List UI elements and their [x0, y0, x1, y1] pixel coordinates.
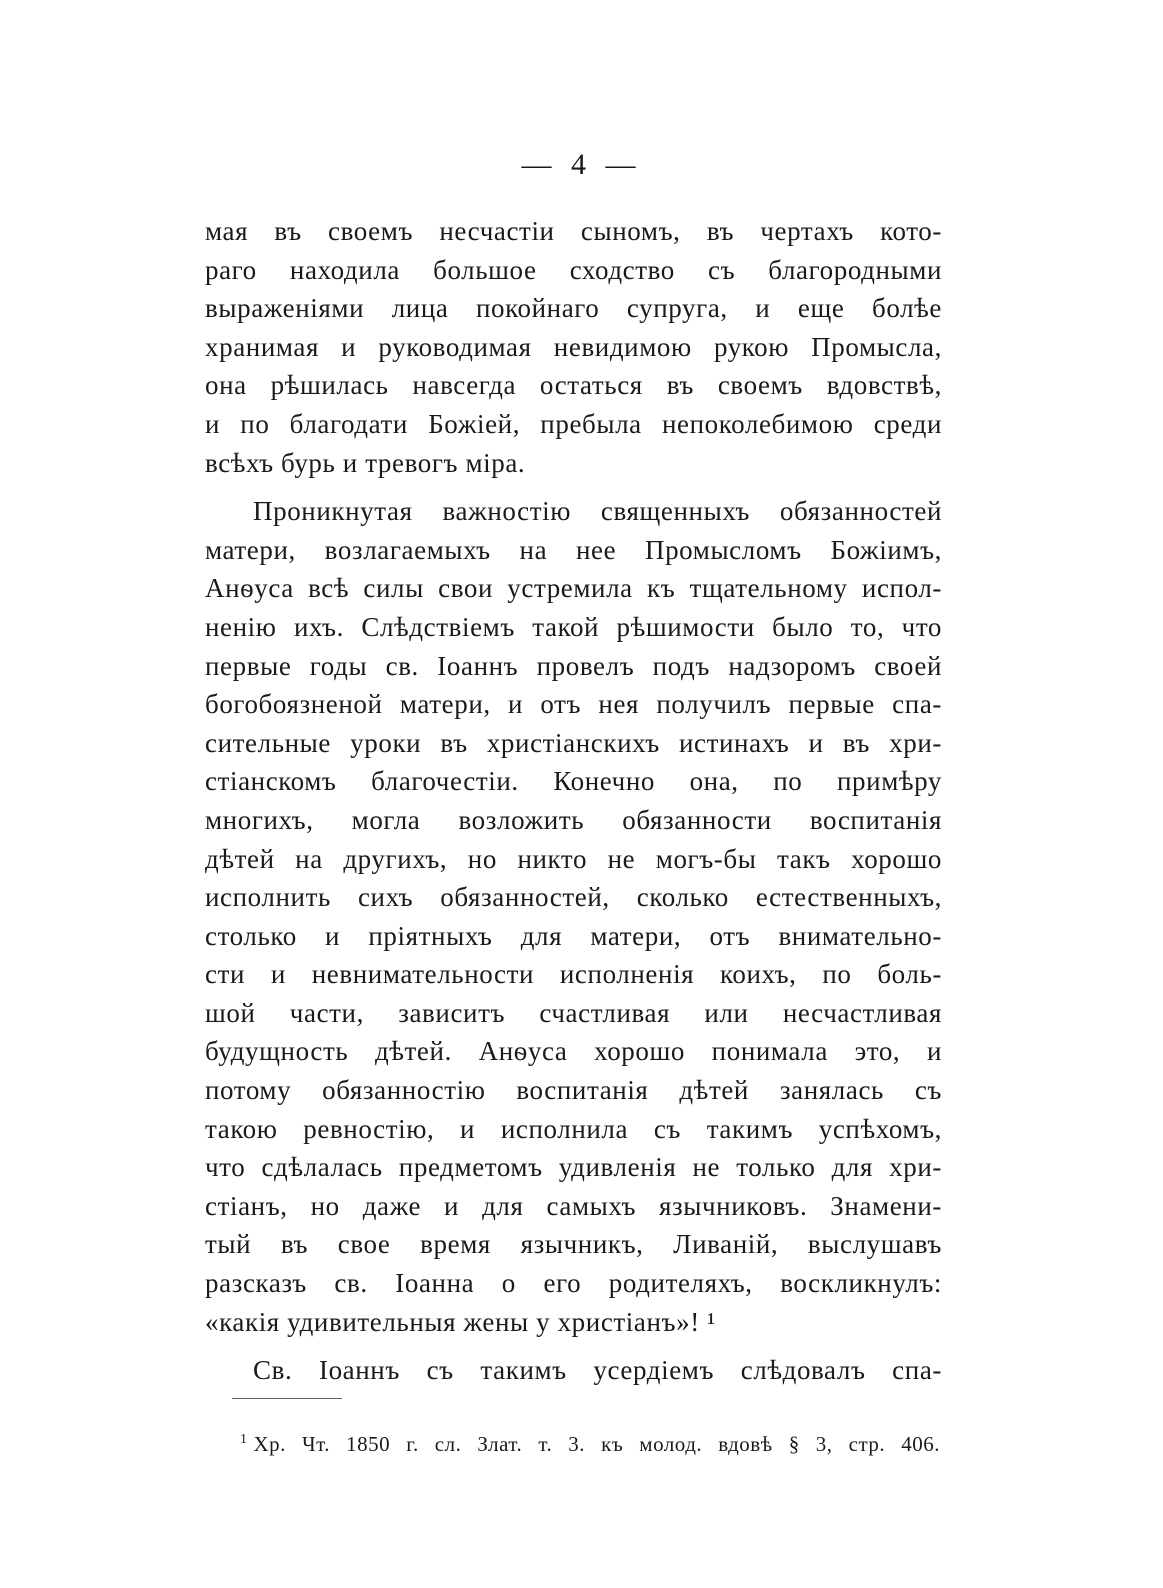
- text-line: стіанъ, но даже и для самыхъ язычниковъ. Знамени-: [205, 1190, 942, 1221]
- footnote-text: Хр. Чт. 1850 г. сл. Злат. т. 3. къ молод. вдовѣ § 3, стр. 406.: [253, 1432, 940, 1456]
- text-line: богобоязненой матери, и отъ нея получилъ первые спа-: [205, 689, 942, 720]
- text-line: стіанскомъ благочестіи. Конечно она, по примѣру: [205, 766, 942, 797]
- text-line: и по благодати Божіей, пребыла непоколебимою среди: [205, 408, 942, 439]
- text-line: всѣхъ бурь и тревогъ міра.: [205, 447, 526, 478]
- text-line: тый въ свое время язычникъ, Ливаній, выслушавъ: [205, 1229, 942, 1260]
- text-line: матери, возлагаемыхъ на нее Промысломъ Божіимъ,: [205, 534, 942, 565]
- body-text: [205, 212, 942, 1390]
- text-line: сти и невнимательности исполненія коихъ, по боль-: [205, 959, 942, 990]
- text-line: «какія удивительныя жены у христіанъ»! ¹: [205, 1306, 716, 1337]
- text-line: Анѳуса всѣ силы свои устремила къ тщательному испол-: [205, 573, 942, 604]
- text-line: она рѣшилась навсегда остаться въ своемъ вдовствѣ,: [205, 370, 942, 401]
- text-line: сительные уроки въ христіанскихъ истинахъ и въ хри-: [205, 727, 942, 758]
- text-line: разсказъ св. Іоанна о его родителяхъ, воскликнулъ:: [205, 1268, 942, 1299]
- paragraph: [205, 492, 942, 1341]
- footnote-marker: 1: [240, 1432, 248, 1447]
- text-line: потому обязанностію воспитанія дѣтей занялась съ: [205, 1075, 942, 1106]
- text-line: будущность дѣтей. Анѳуса хорошо понимала это, и: [205, 1036, 942, 1067]
- text-line: выраженіями лица покойнаго супруга, и еще болѣе: [205, 293, 942, 324]
- text-line: многихъ, могла возложить обязанности воспитанія: [205, 804, 942, 835]
- text-line: мая въ своемъ несчастіи сыномъ, въ чертахъ кото-: [205, 216, 942, 246]
- paragraph: [205, 1351, 942, 1390]
- text-line: ненію ихъ. Слѣдствіемъ такой рѣшимости было то, что: [205, 611, 942, 642]
- text-line: Проникнутая важностію священныхъ обязанностей: [253, 496, 942, 527]
- text-line: что сдѣлалась предметомъ удивленія не только для хри-: [205, 1152, 942, 1183]
- text-line: дѣтей на другихъ, но никто не могъ-бы такъ хорошо: [205, 843, 942, 874]
- paragraph: [205, 212, 942, 482]
- footnote-divider: [232, 1398, 342, 1399]
- text-line: шой части, зависитъ счастливая или несчастливая: [205, 997, 942, 1028]
- text-line: такою ревностію, и исполнила съ такимъ успѣхомъ,: [205, 1113, 942, 1144]
- footnote: [240, 1432, 940, 1457]
- text-line: исполнить сихъ обязанностей, сколько естественныхъ,: [205, 882, 942, 913]
- text-line: столько и пріятныхъ для матери, отъ внимательно-: [205, 920, 942, 951]
- text-line: первые годы св. Іоаннъ провелъ подъ надзоромъ своей: [205, 650, 942, 681]
- text-line: хранимая и руководимая невидимою рукою Промысла,: [205, 331, 942, 362]
- text-line: раго находила большое сходство съ благородными: [205, 254, 942, 285]
- text-line: Св. Іоаннъ съ такимъ усердіемъ слѣдовалъ спа-: [253, 1355, 942, 1386]
- page-number: — 4 —: [521, 148, 642, 181]
